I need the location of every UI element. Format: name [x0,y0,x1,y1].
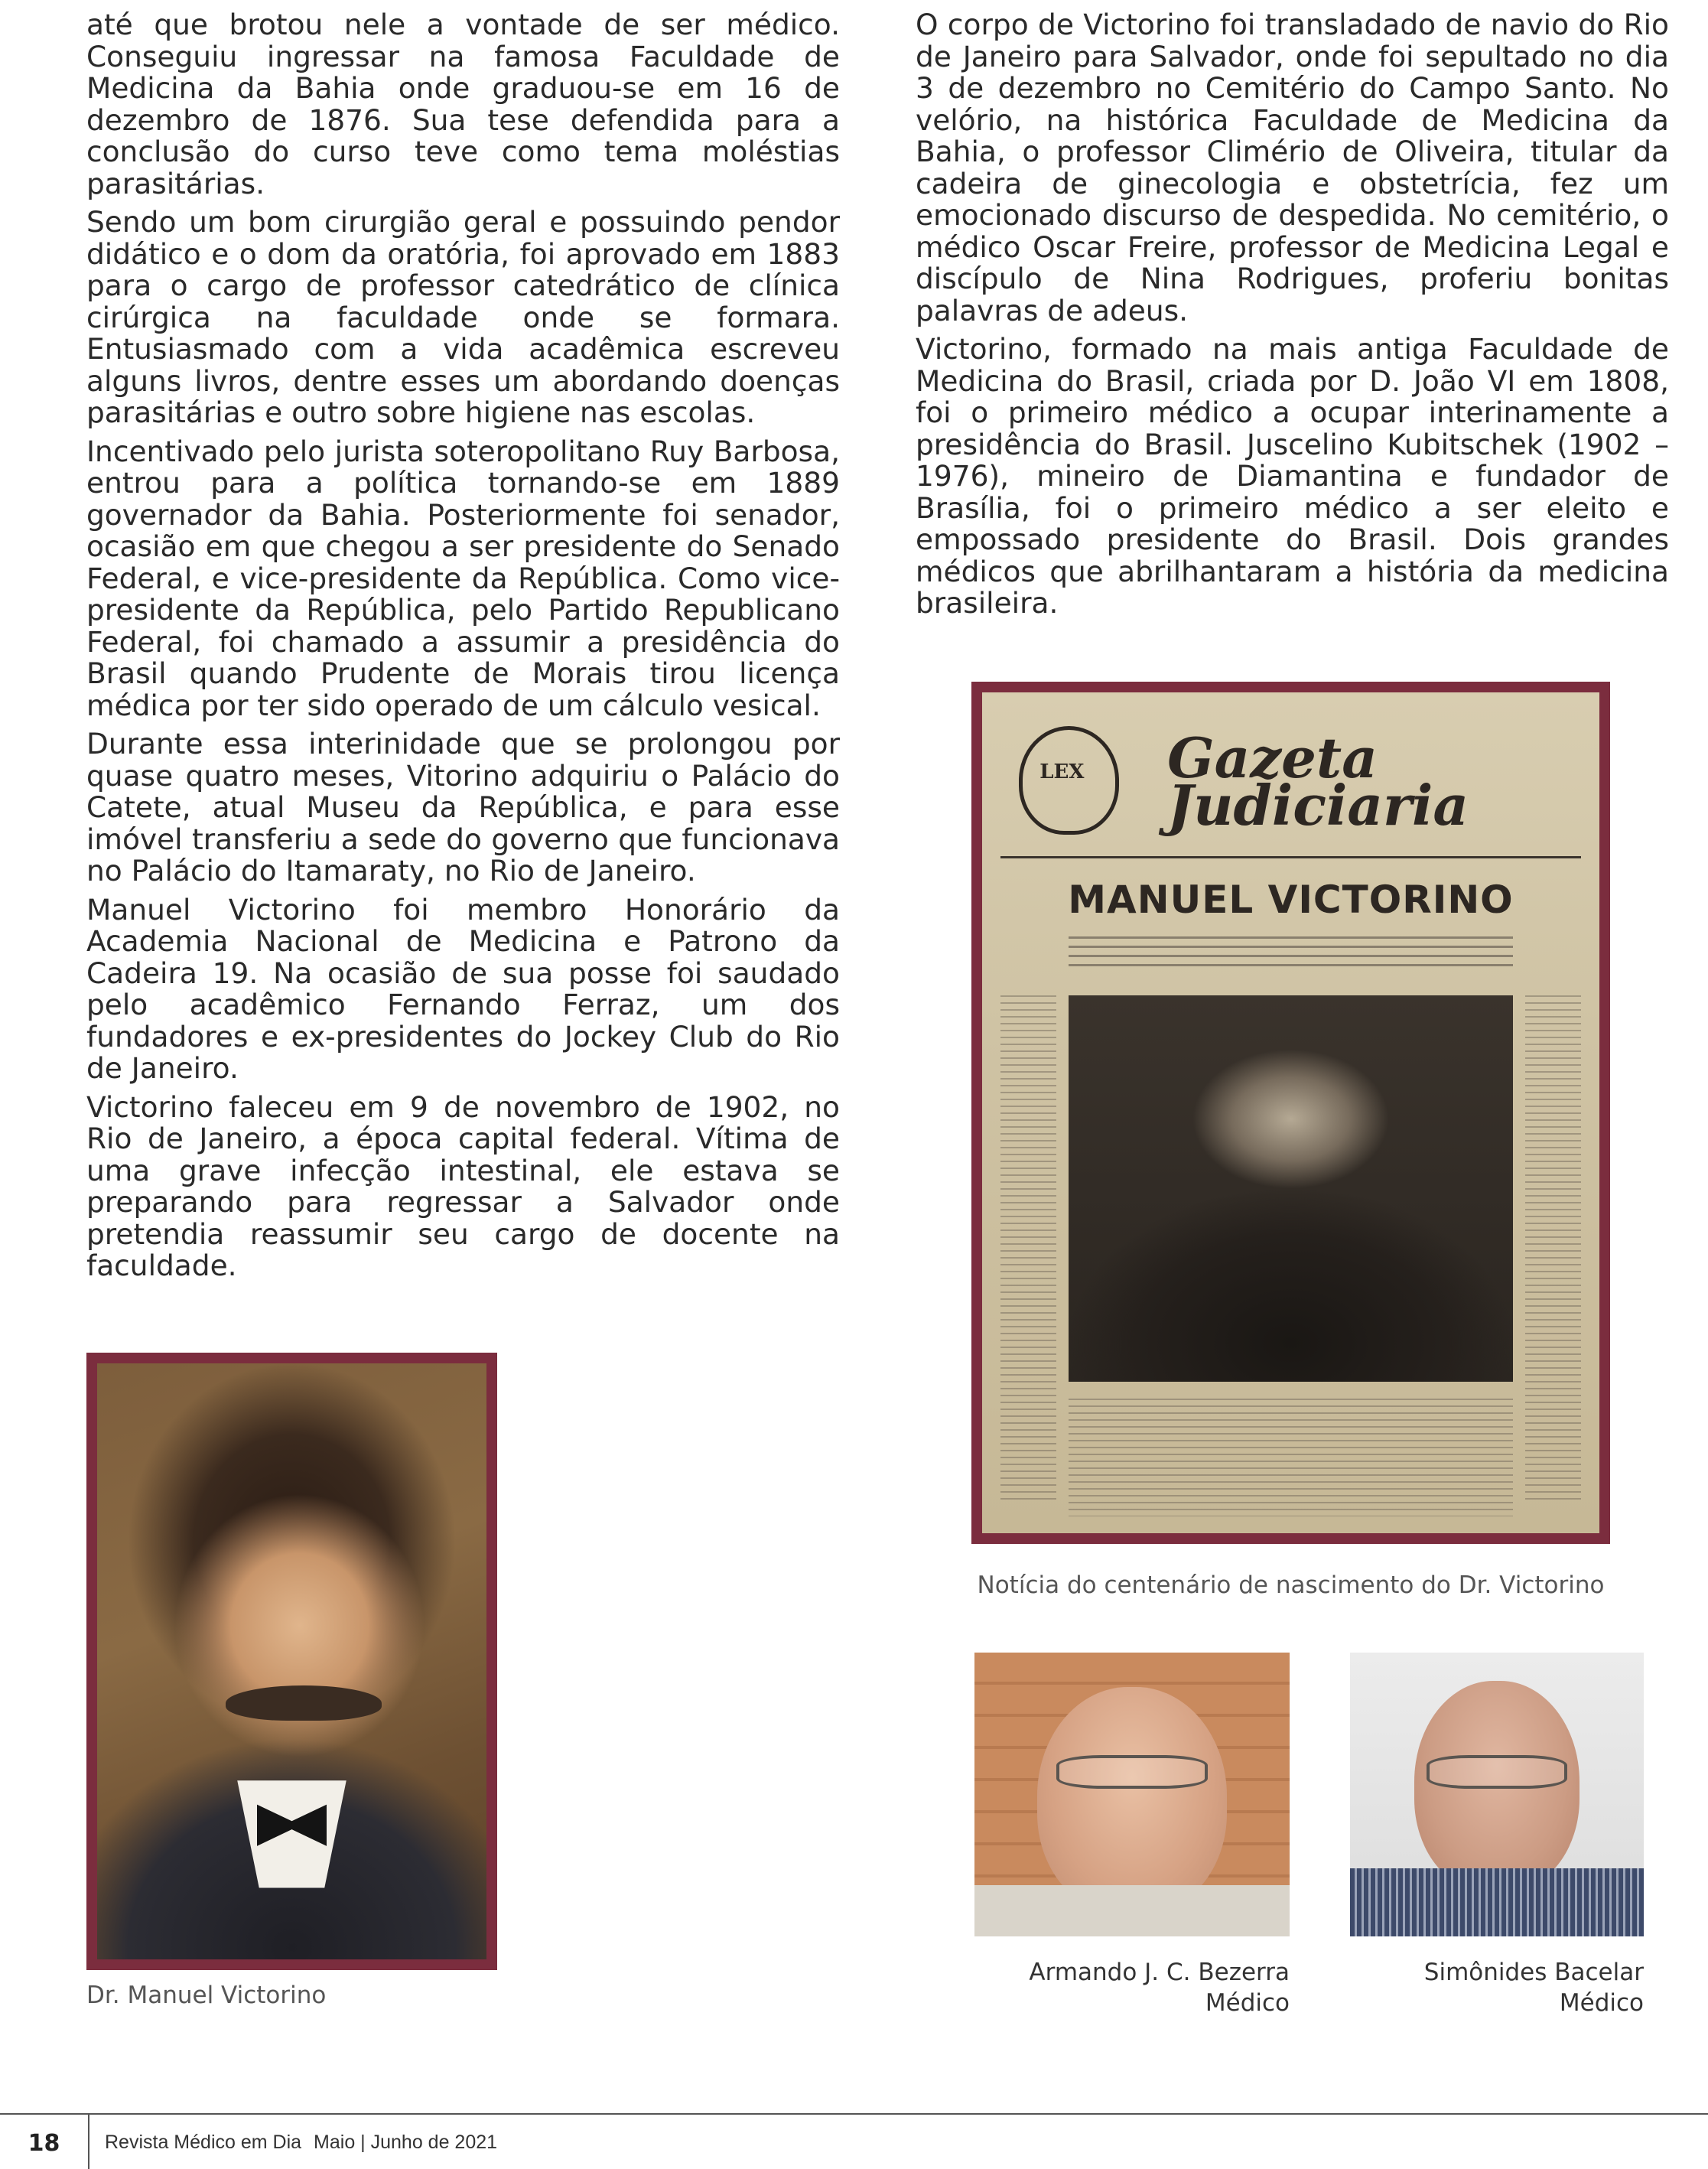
author-caption [974,1957,1290,2018]
portrait-painting [97,1363,486,1959]
footer-rule [0,2113,1708,2115]
author-photo-bacelar [1350,1653,1644,1936]
author-role: Médico [1205,1989,1290,2017]
paragraph: Incentivado pelo jurista soteropolitano Ruy Barbosa, entrou para a política tornando-se em 1889 governador da Bahia. Posteriormente foi senador, ocasião em que chegou a ser presidente do Senado Federal, e vice-presidente da República. Como vice-presidente da República, pelo Partido Republicano Federal, foi chamado a assumir a presidência do Brasil quando Prudente de Morais tirou licença médica por ter sido operado de um cálculo vesical. [86,434,840,722]
paragraph: Durante essa interinidade que se prolongou por quase quatro meses, Vitorino adquiriu o Palácio do Catete, atual Museu da República, e para esse imóvel transferiu a sede do governo que funcionava no Palácio do Itamaraty, no Rio de Janeiro. [86,727,840,887]
issue-date: Maio | Junho de 2021 [314,2132,498,2153]
footer-separator [88,2115,89,2169]
footer-publication [105,2127,497,2158]
right-column [916,9,1669,627]
newspaper-image [971,682,1610,1544]
newspaper-portrait [1069,995,1513,1382]
portrait-image [86,1353,497,1970]
masthead-line1: Gazeta [1167,725,1378,790]
paragraph: O corpo de Victorino foi transladado de navio do Rio de Janeiro para Salvador, onde foi sepultado no dia 3 de dezembro no Cemitério do Campo Santo. No velório, na histórica Faculdade de Medicina da Bahia, o professor Climério de Oliveira, titular da cadeira de ginecologia e obstetrícia, fez um emocionado discurso de despedida. No cemitério, o médico Oscar Freire, professor de Medicina Legal e discípulo de Nina Rodrigues, proferiu bonitas palavras de adeus. [916,8,1669,327]
newspaper-clipping [982,692,1599,1533]
glasses-shape [1427,1755,1567,1790]
newspaper-text-column [1525,995,1581,1500]
paragraph: até que brotou nele a vontade de ser médico. Conseguiu ingressar na famosa Faculdade de Medicina da Bahia onde graduou-se em 16 de dezembro de 1876. Sua tese defendida para a conclusão do curso teve como tema moléstias parasitárias. [86,8,840,200]
lex-emblem-text: LEX [1039,760,1085,783]
paragraph: Victorino, formado na mais antiga Faculdade de Medicina do Brasil, criada por D. João VI em 1808, foi o primeiro médico a ocupar interinamente a presidência do Brasil. Juscelino Kubitschek (1902 – 1976), mineiro de Diamantina e fundador de Brasília, foi o primeiro médico a ser eleito e empossado presidente do Brasil. Dois grandes médicos que abrilhantaram a história da medicina brasileira. [916,332,1669,620]
lex-emblem [1019,726,1119,835]
newspaper-headline: MANUEL VICTORINO [1068,877,1514,922]
paragraph: Sendo um bom cirurgião geral e possuindo pendor didático e o dom da oratória, foi aprovado em 1883 para o cargo de professor catedrático de clínica cirúrgica na faculdade onde se formara. Entusiasmado com a vida acadêmica escreveu alguns livros, dentre esses um abordando doenças parasitárias e outro sobre higiene nas escolas. [86,205,840,429]
masthead-rule [1000,856,1581,858]
paragraph: Victorino faleceu em 9 de novembro de 1902, no Rio de Janeiro, a época capital federal. Vítima de uma grave infecção intestinal, ele estava se preparando para regressar a Salvador onde pretendia reassumir seu cargo de docente na faculdade. [86,1089,840,1282]
paragraph: Manuel Victorino foi membro Honorário da Academia Nacional de Medicina e Patrono da Cadeira 19. Na ocasião de sua posse foi saudado pelo acadêmico Fernando Ferraz, um dos fundadores e ex-presidentes do Jockey Club do Rio de Janeiro. [86,892,840,1085]
shirt-shape [974,1885,1290,1936]
author-name: Simônides Bacelar [1423,1959,1644,1986]
glasses-shape [1056,1755,1208,1790]
portrait-caption: Dr. Manuel Victorino [86,1982,327,2009]
author-role: Médico [1559,1989,1644,2017]
newspaper-subheading [1069,936,1513,970]
newspaper-masthead [1167,725,1587,838]
author-caption [1350,1957,1644,2018]
newspaper-text-column [1000,995,1056,1500]
author-photo-bezerra [974,1653,1290,1936]
masthead-line2: Judiciaria [1167,772,1469,838]
shirt-shape [1350,1868,1644,1936]
left-column [86,9,840,1289]
newspaper-body-text [1069,1399,1513,1516]
publication-name: Revista Médico em Dia [105,2132,302,2153]
author-name: Armando J. C. Bezerra [1029,1959,1290,1986]
collar-shape [237,1780,346,1887]
mustache-shape [226,1685,382,1721]
page-number: 18 [28,2130,60,2157]
newspaper-caption: Notícia do centenário de nascimento do Dr. Victorino [977,1571,1605,1599]
face-shape [1037,1687,1226,1914]
